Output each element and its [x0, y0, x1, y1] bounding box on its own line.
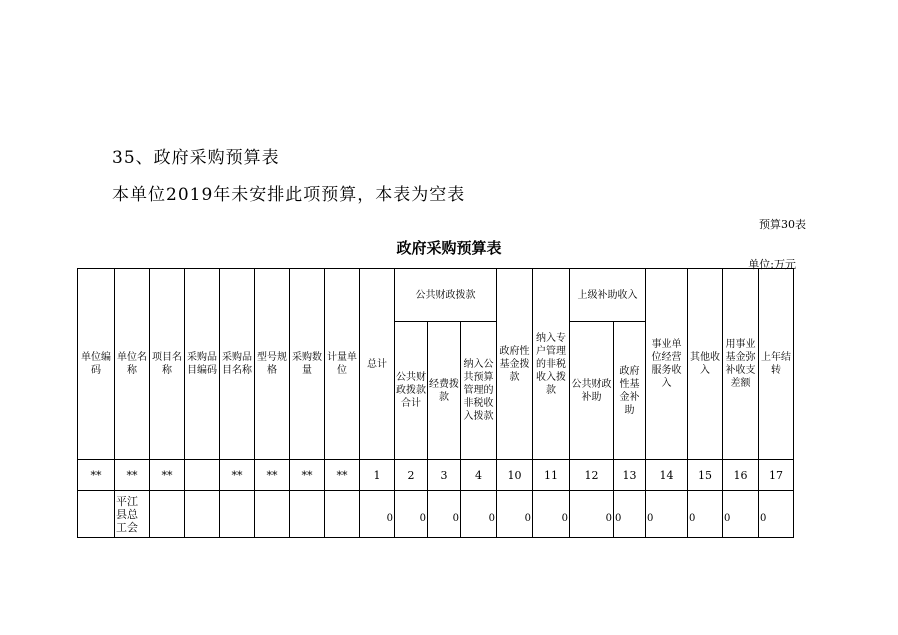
header-special-mgmt: 纳入专户管理的非税收入拨款: [533, 269, 570, 460]
header-funding: 经费拨款: [428, 322, 461, 460]
value-cell: 0: [428, 491, 461, 538]
row-unit-name: 平江县总工会: [115, 491, 150, 538]
header-project-name: 项目名称: [150, 269, 185, 460]
header-unit-name: 单位名称: [115, 269, 150, 460]
header-unit-code: 单位编码: [78, 269, 115, 460]
value-cell: 0: [533, 491, 570, 538]
value-cell: 0: [759, 491, 794, 538]
header-sup-fund: 政府性基金补助: [614, 322, 646, 460]
code-cell: 11: [533, 460, 570, 491]
data-cell: [290, 491, 325, 538]
value-cell: 0: [461, 491, 497, 538]
header-gov-fund: 政府性基金拨款: [497, 269, 533, 460]
data-cell: [255, 491, 290, 538]
code-cell: **: [150, 460, 185, 491]
data-cell: [185, 491, 220, 538]
value-cell: 0: [723, 491, 759, 538]
code-cell: **: [78, 460, 115, 491]
header-measure-unit: 计量单位: [325, 269, 360, 460]
code-cell: 13: [614, 460, 646, 491]
data-cell: [78, 491, 115, 538]
value-cell: 0: [360, 491, 395, 538]
header-total: 总计: [360, 269, 395, 460]
value-cell: 0: [614, 491, 646, 538]
header-public-group: 公共财政拨款: [395, 269, 497, 322]
code-row: [78, 460, 794, 491]
value-cell: 0: [570, 491, 614, 538]
value-cell: 0: [646, 491, 688, 538]
empty-table-note: 本单位2019年未安排此项预算，本表为空表: [112, 185, 466, 205]
header-balance: 用事业基金弥补收支差额: [723, 269, 759, 460]
header-budget-mgmt: 纳入公共预算管理的非税收入拨款: [461, 322, 497, 460]
code-cell: 3: [428, 460, 461, 491]
procurement-budget-table: [77, 268, 794, 538]
header-carryover: 上年结转: [759, 269, 794, 460]
header-business: 事业单位经营服务收入: [646, 269, 688, 460]
header-model: 型号规格: [255, 269, 290, 460]
code-cell: 12: [570, 460, 614, 491]
table-row: [78, 491, 794, 538]
code-cell: **: [325, 460, 360, 491]
data-cell: [325, 491, 360, 538]
code-cell: 17: [759, 460, 794, 491]
header-other: 其他收入: [688, 269, 723, 460]
data-cell: [220, 491, 255, 538]
code-cell: 15: [688, 460, 723, 491]
data-cell: [150, 491, 185, 538]
code-cell: **: [255, 460, 290, 491]
header-catalog-name: 采购品目名称: [220, 269, 255, 460]
code-cell: 4: [461, 460, 497, 491]
header-quantity: 采购数量: [290, 269, 325, 460]
code-cell: 14: [646, 460, 688, 491]
section-heading: 35、政府采购预算表: [112, 148, 280, 168]
header-sup-public: 公共财政补助: [570, 322, 614, 460]
value-cell: 0: [497, 491, 533, 538]
code-cell: [185, 460, 220, 491]
header-superior-group: 上级补助收入: [570, 269, 646, 322]
unit-label: 单位:万元: [748, 258, 796, 271]
code-cell: **: [290, 460, 325, 491]
code-cell: **: [220, 460, 255, 491]
value-cell: 0: [688, 491, 723, 538]
value-cell: 0: [395, 491, 428, 538]
code-cell: 10: [497, 460, 533, 491]
code-cell: 2: [395, 460, 428, 491]
code-cell: **: [115, 460, 150, 491]
code-cell: 1: [360, 460, 395, 491]
code-cell: 16: [723, 460, 759, 491]
header-public-total: 公共财政拨款合计: [395, 322, 428, 460]
header-catalog-code: 采购品目编码: [185, 269, 220, 460]
table-title: 政府采购预算表: [396, 239, 502, 257]
table-number: 预算30表: [759, 218, 806, 231]
